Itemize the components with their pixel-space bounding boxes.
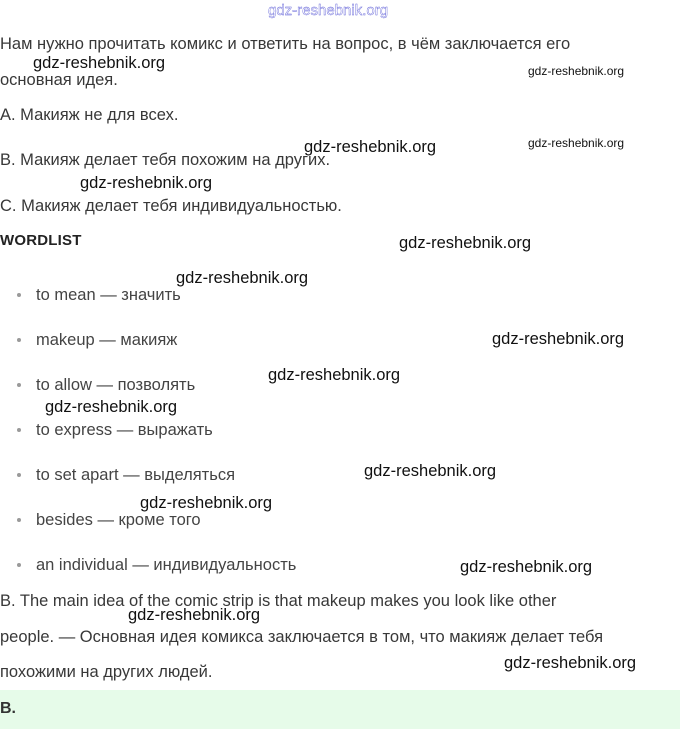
wordlist-item	[0, 415, 296, 460]
wordlist-item-text: to allow — позволять	[36, 376, 196, 394]
watermark: gdz-reshebnik.org	[528, 136, 625, 150]
option-a: A. Макияж не для всех.	[0, 106, 179, 124]
wordlist-item-text: makeup — макияж	[36, 331, 178, 349]
explanation-line-1: B. The main idea of the comic strip is that makeup makes you look like other	[0, 592, 557, 610]
watermark: gdz-reshebnik.org	[268, 366, 401, 384]
watermark: gdz-reshebnik.org	[528, 64, 625, 78]
watermark: gdz-reshebnik.org	[268, 2, 389, 19]
answer-box	[0, 690, 680, 729]
watermark: gdz-reshebnik.org	[33, 54, 166, 72]
watermark: gdz-reshebnik.org	[176, 269, 309, 287]
bullet-icon	[17, 473, 21, 477]
question-line-1: Нам нужно прочитать комикс и ответить на вопрос, в чём заключается его	[0, 35, 571, 53]
explanation-line-2: people. — Основная идея комикса заключается в том, что макияж делает тебя	[0, 628, 604, 646]
wordlist-item	[0, 550, 296, 595]
watermark: gdz-reshebnik.org	[364, 462, 497, 480]
watermark: gdz-reshebnik.org	[399, 234, 532, 252]
bullet-icon	[17, 293, 21, 297]
bullet-icon	[17, 338, 21, 342]
wordlist-item-text: to mean — значить	[36, 286, 181, 304]
wordlist-heading: WORDLIST	[0, 232, 82, 249]
wordlist-item-text: to express — выражать	[36, 421, 213, 439]
bullet-icon	[17, 563, 21, 567]
answer-text: B.	[0, 700, 16, 717]
watermark: gdz-reshebnik.org	[504, 654, 637, 672]
option-c: C. Макияж делает тебя индивидуальностью.	[0, 197, 342, 215]
option-b: B. Макияж делает тебя похожим на других.	[0, 151, 331, 169]
question-line-2: основная идея.	[0, 71, 118, 89]
bullet-icon	[17, 383, 21, 387]
wordlist-item-text: an individual — индивидуальность	[36, 556, 297, 574]
bullet-icon	[17, 518, 21, 522]
bullet-icon	[17, 428, 21, 432]
watermark: gdz-reshebnik.org	[45, 398, 178, 416]
wordlist-item-text: besides — кроме того	[36, 511, 201, 529]
watermark: gdz-reshebnik.org	[492, 330, 625, 348]
watermark: gdz-reshebnik.org	[304, 138, 437, 156]
wordlist-item	[0, 325, 296, 370]
wordlist-item-text: to set apart — выделяться	[36, 466, 235, 484]
explanation-line-3: похожими на других людей.	[0, 663, 213, 681]
watermark: gdz-reshebnik.org	[128, 606, 261, 624]
watermark: gdz-reshebnik.org	[140, 494, 273, 512]
watermark: gdz-reshebnik.org	[460, 558, 593, 576]
watermark: gdz-reshebnik.org	[80, 174, 213, 192]
wordlist	[0, 280, 296, 595]
